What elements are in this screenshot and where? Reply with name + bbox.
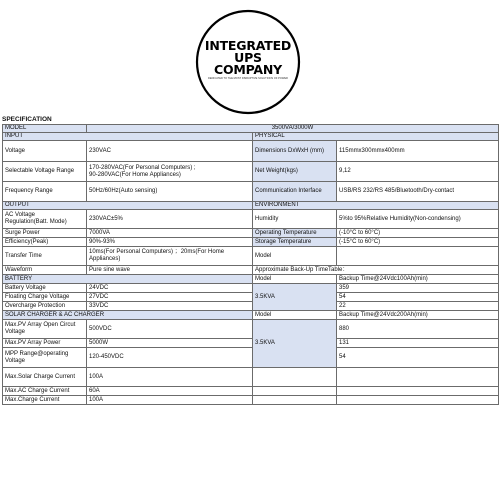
table-row	[3, 302, 499, 311]
backup-table-header: Approximate Back-Up TimeTable：	[253, 266, 499, 275]
mpp-range-label-line-2: Voltage	[5, 357, 26, 364]
charge-current-value: 100A	[87, 396, 253, 405]
backup-model-label-2: Model	[253, 311, 337, 320]
backup-model-label-1: Model	[253, 275, 337, 284]
empty-cell	[337, 396, 499, 405]
mpp-range-value: 120-450VDC	[87, 348, 253, 368]
voltage-value: 230VAC	[87, 141, 253, 162]
empty-cell	[337, 387, 499, 396]
comm-label: Communication Interface	[253, 182, 337, 202]
backup-time-5: 131	[337, 339, 499, 348]
humidity-label: Humidity	[253, 210, 337, 229]
empty-cell	[253, 368, 337, 387]
surge-value: 7000VA	[87, 229, 253, 238]
table-row	[3, 284, 499, 293]
table-row	[3, 202, 499, 210]
ac-current-label: Max.AC Charge Current	[3, 387, 87, 396]
table-row	[3, 339, 499, 348]
output-header: OUTPUT	[3, 202, 253, 210]
selectable-voltage-line-2: 90-280VAC(For Home Appliances)	[89, 171, 181, 178]
overcharge-value: 33VDC	[87, 302, 253, 311]
transfer-time-line-2: Appliances)	[89, 256, 121, 262]
efficiency-label: Efficiency(Peak)	[3, 238, 87, 247]
ac-regulation-label-line-2: Regulation(Batt. Mode)	[5, 219, 67, 225]
table-row	[3, 266, 499, 275]
model-value: 3500VA/3000W	[87, 125, 499, 133]
kva-label-2: 3.5KVA	[253, 320, 337, 368]
backup-time-4: 880	[337, 320, 499, 339]
humidity-value: 5%to 95%Relative Humidity(Non-condensing)	[337, 210, 499, 229]
spec-title: SPECIFICATION	[2, 116, 52, 123]
backup-time-2: 54	[337, 293, 499, 302]
table-row	[3, 275, 499, 284]
company-logo	[194, 8, 302, 116]
physical-header: PHYSICAL	[253, 133, 499, 141]
pv-power-label: Max.PV Array Power	[3, 339, 87, 348]
solar-charger-header: SOLAR CHARGER & AC CHARGER	[3, 311, 253, 320]
pv-open-circuit-value: 500VDC	[87, 320, 253, 339]
logo-tagline: DEDICATED TO THE MOST DISRUPTIVE SOLUTIONS OF POWER	[208, 77, 288, 80]
table-row	[3, 125, 499, 133]
logo-line-2: UPS	[234, 50, 262, 65]
selectable-voltage-line-1: 170-280VAC(For Personal Computers) ;	[89, 164, 196, 171]
floating-charge-value: 27VDC	[87, 293, 253, 302]
model-small-label: Model	[253, 247, 337, 266]
input-header: INPUT	[3, 133, 253, 141]
selectable-voltage-label: Selectable Voltage Range	[3, 162, 87, 182]
ac-current-value: 60A	[87, 387, 253, 396]
netweight-label: Net Weight(kgs)	[253, 162, 337, 182]
operating-temp-value: (-10°C to 60°C)	[337, 229, 499, 238]
model-small-value	[337, 247, 499, 266]
battery-voltage-value: 24VDC	[87, 284, 253, 293]
pv-power-value: 5000W	[87, 339, 253, 348]
table-row	[3, 396, 499, 405]
table-row	[3, 247, 499, 266]
backup-100ah-header: Backup Time@24Vdc100Ah(min)	[337, 275, 499, 284]
empty-cell	[253, 387, 337, 396]
logo-line-1: INTEGRATED	[204, 38, 292, 53]
efficiency-value: 90%-93%	[87, 238, 253, 247]
storage-temp-label: Storage Temperature	[253, 238, 337, 247]
storage-temp-value: (-15°C to 60°C)	[337, 238, 499, 247]
table-row	[3, 141, 499, 162]
transfer-time-value	[87, 247, 253, 266]
kva-label-1: 3.5KVA	[253, 284, 337, 311]
table-row	[3, 311, 499, 320]
mpp-range-label-line-1: MPP Range@operating	[5, 350, 69, 357]
table-row	[3, 238, 499, 247]
surge-label: Surge Power	[3, 229, 87, 238]
waveform-label: Waveform	[3, 266, 87, 275]
logo-wordmark	[194, 40, 302, 76]
pv-open-circuit-label-line-2: Voltage	[5, 329, 26, 335]
operating-temp-label: Operating Temperature	[253, 229, 337, 238]
spec-table	[2, 124, 499, 405]
environment-header: ENVIRONMENT	[253, 202, 499, 210]
table-row	[3, 133, 499, 141]
charge-current-label: Max.Charge Current	[3, 396, 87, 405]
waveform-value: Pure sine wave	[87, 266, 253, 275]
table-row	[3, 320, 499, 339]
voltage-label: Voltage	[3, 141, 87, 162]
netweight-value: 9,12	[337, 162, 499, 182]
ac-regulation-label-line-1: AC Voltage	[5, 212, 36, 218]
model-label: MODEL	[3, 125, 87, 133]
battery-header: BATTERY	[3, 275, 253, 284]
empty-cell	[253, 396, 337, 405]
backup-200ah-header: Backup Time@24Vdc200Ah(min)	[337, 311, 499, 320]
backup-time-3: 22	[337, 302, 499, 311]
battery-voltage-label: Battery Voltage	[3, 284, 87, 293]
transfer-time-label: Transfer Time	[3, 247, 87, 266]
selectable-voltage-value	[87, 162, 253, 182]
overcharge-label: Overcharge Protection	[3, 302, 87, 311]
table-row	[3, 368, 499, 387]
table-row	[3, 387, 499, 396]
ac-regulation-label	[3, 210, 87, 229]
table-row	[3, 293, 499, 302]
frequency-label: Frequency Range	[3, 182, 87, 202]
solar-current-label: Max.Solar Charge Current	[3, 368, 87, 387]
table-row	[3, 229, 499, 238]
dimensions-value: 115mmx300mmx400mm	[337, 141, 499, 162]
floating-charge-label: Floating Charge Voltage	[3, 293, 87, 302]
table-row	[3, 348, 499, 368]
table-row	[3, 182, 499, 202]
empty-cell	[337, 368, 499, 387]
pv-open-circuit-label-line-1: Max.PV Array Open Circut	[5, 322, 76, 328]
comm-value: USB/RS 232/RS 485/Bluetooth/Dry-contact	[337, 182, 499, 202]
backup-time-6: 54	[337, 348, 499, 368]
frequency-value: 50Hz/60Hz(Auto sensing)	[87, 182, 253, 202]
solar-current-value: 100A	[87, 368, 253, 387]
table-row	[3, 162, 499, 182]
mpp-range-label	[3, 348, 87, 368]
transfer-time-line-1: 10ms(For Personal Computers) ；20ms(For Home	[89, 249, 225, 255]
dimensions-label: Dimensions DxWxH (mm)	[253, 141, 337, 162]
pv-open-circuit-label	[3, 320, 87, 339]
ac-regulation-value: 230VAC±5%	[87, 210, 253, 229]
logo-line-3: COMPANY	[213, 62, 283, 77]
table-row	[3, 210, 499, 229]
backup-time-1: 359	[337, 284, 499, 293]
